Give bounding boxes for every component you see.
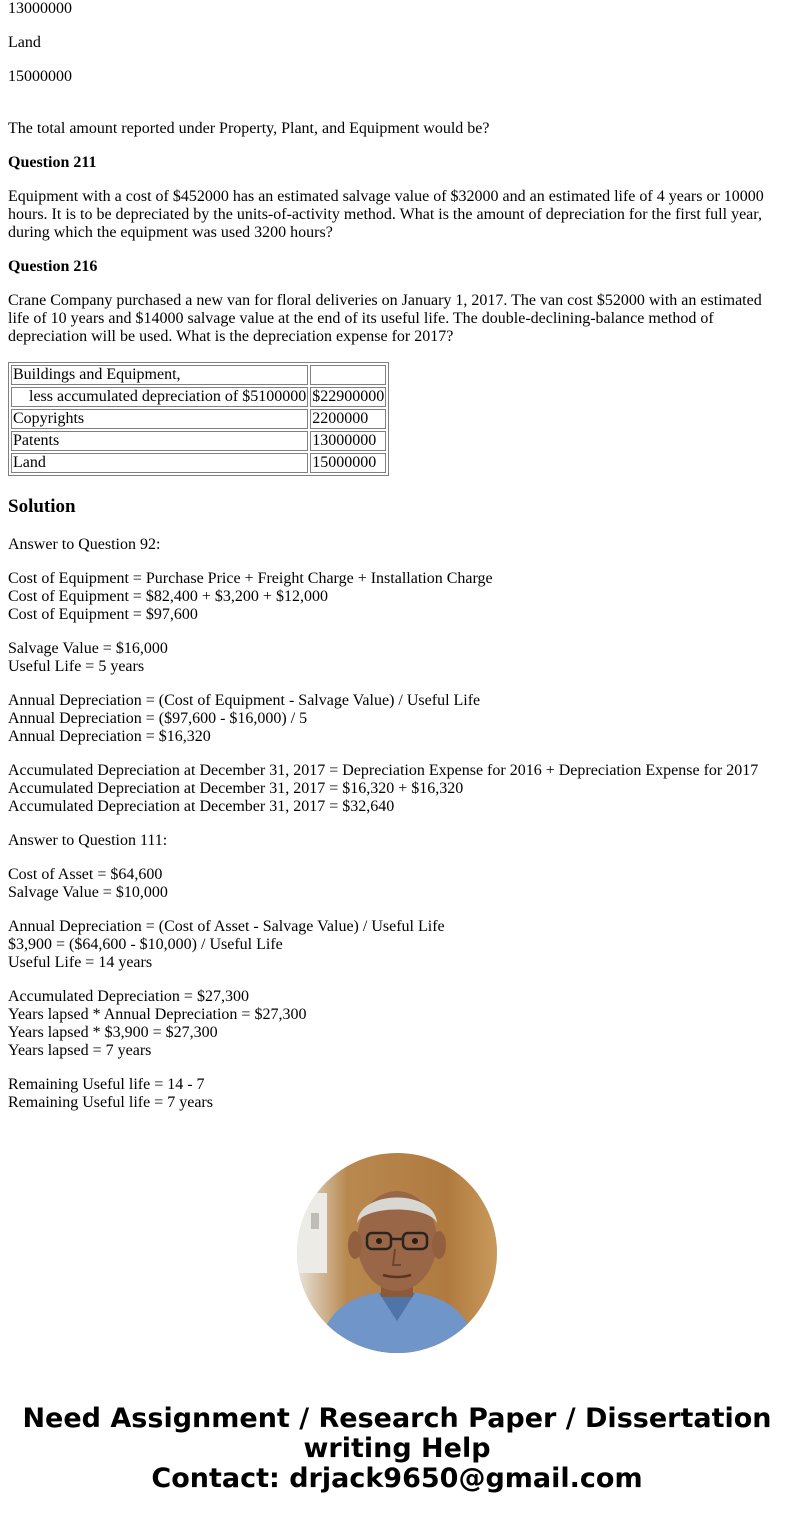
asset-value: 13000000 [310, 431, 386, 451]
answer-line: Cost of Equipment = $82,400 + $3,200 + $12,000 [8, 588, 328, 605]
asset-label: Buildings and Equipment, [11, 365, 308, 385]
footer-line-2: writing Help [303, 1433, 491, 1464]
answer-line: Annual Depreciation = ($97,600 - $16,000) / 5 [8, 710, 308, 727]
table-row [11, 431, 386, 451]
answer-line: Annual Depreciation = (Cost of Equipment - Salvage Value) / Useful Life [8, 692, 481, 709]
answer-line: Cost of Asset = $64,600 [8, 866, 163, 883]
answer-line: Useful Life = 5 years [8, 658, 145, 675]
answer-line: $3,900 = ($64,600 - $10,000) / Useful Life [8, 936, 283, 953]
solution-heading: Solution [8, 496, 76, 517]
answer-111-block-remaining [8, 1076, 786, 1112]
answer-111-block-life [8, 918, 786, 972]
asset-label [11, 387, 308, 407]
answer-111-block-years [8, 988, 786, 1060]
asset-value [310, 365, 386, 385]
footer-contact: Contact: drjack9650@gmail.com [151, 1463, 643, 1494]
table-row [11, 387, 386, 407]
asset-table [8, 362, 389, 476]
document-body [8, 0, 786, 1128]
land-label: Land [8, 34, 41, 51]
asset-label: Patents [11, 431, 308, 451]
table-row [11, 409, 386, 429]
answer-92-block-annual [8, 692, 786, 746]
table-row [11, 365, 386, 385]
answer-92-title: Answer to Question 92: [8, 536, 161, 553]
answer-92-block-salvage [8, 640, 786, 676]
answer-line: Salvage Value = $16,000 [8, 640, 168, 657]
answer-line: Accumulated Depreciation = $27,300 [8, 988, 249, 1005]
answer-line: Annual Depreciation = $16,320 [8, 728, 211, 745]
footer-banner [0, 1404, 794, 1494]
answer-line: Years lapsed * Annual Depreciation = $27,300 [8, 1006, 307, 1023]
author-photo [297, 1153, 497, 1353]
answer-111-block-cost [8, 866, 786, 902]
answer-line: Accumulated Depreciation at December 31, 2017 = Depreciation Expense for 2016 + Depreciation Expense for 2017 [8, 762, 759, 779]
question-216-text: Crane Company purchased a new van for floral deliveries on January 1, 2017. The van cost $52000 with an estimated life of 10 years and $14000 salvage value at the end of its useful life. The double-declining-balance method of depreciation will be used. What is the depreciation expense for 2017? [8, 292, 762, 345]
footer-line-1: Need Assignment / Research Paper / Dissertation [22, 1403, 772, 1434]
answer-92-block-accumulated [8, 762, 786, 816]
answer-line: Remaining Useful life = 14 - 7 [8, 1076, 205, 1093]
table-row [11, 453, 386, 473]
question-216-title: Question 216 [8, 258, 98, 275]
answer-line: Useful Life = 14 years [8, 954, 153, 971]
answer-line: Accumulated Depreciation at December 31, 2017 = $16,320 + $16,320 [8, 780, 464, 797]
asset-value: 15000000 [310, 453, 386, 473]
answer-line: Accumulated Depreciation at December 31, 2017 = $32,640 [8, 798, 395, 815]
asset-value: $22900000 [312, 388, 385, 405]
answer-line: Remaining Useful life = 7 years [8, 1094, 213, 1111]
answer-line: Cost of Equipment = $97,600 [8, 606, 198, 623]
answer-92-block-cost [8, 570, 786, 624]
patents-value: 13000000 [8, 0, 72, 17]
question-211-title: Question 211 [8, 154, 97, 171]
answer-line: Annual Depreciation = (Cost of Asset - Salvage Value) / Useful Life [8, 918, 445, 935]
answer-111-title: Answer to Question 111: [8, 832, 168, 849]
asset-value: 2200000 [310, 409, 386, 429]
avatar [297, 1153, 497, 1353]
land-value: 15000000 [8, 68, 72, 85]
asset-label: Copyrights [11, 409, 308, 429]
question-211-text: Equipment with a cost of $452000 has an estimated salvage value of $32000 and an estimated life of 4 years or 10000 hours. It is to be depreciated by the units-of-activity method. What is the amount of depreciation for the first full year, during which the equipment was used 3200 hours? [8, 188, 764, 241]
answer-line: Years lapsed * $3,900 = $27,300 [8, 1024, 218, 1041]
answer-line: Cost of Equipment = Purchase Price + Freight Charge + Installation Charge [8, 570, 493, 587]
answer-line: Years lapsed = 7 years [8, 1042, 152, 1059]
question-prompt: The total amount reported under Property, Plant, and Equipment would be? [8, 120, 490, 137]
asset-label-text: less accumulated depreciation of $5100000 [29, 388, 307, 405]
asset-label: Land [11, 453, 308, 473]
answer-line: Salvage Value = $10,000 [8, 884, 168, 901]
